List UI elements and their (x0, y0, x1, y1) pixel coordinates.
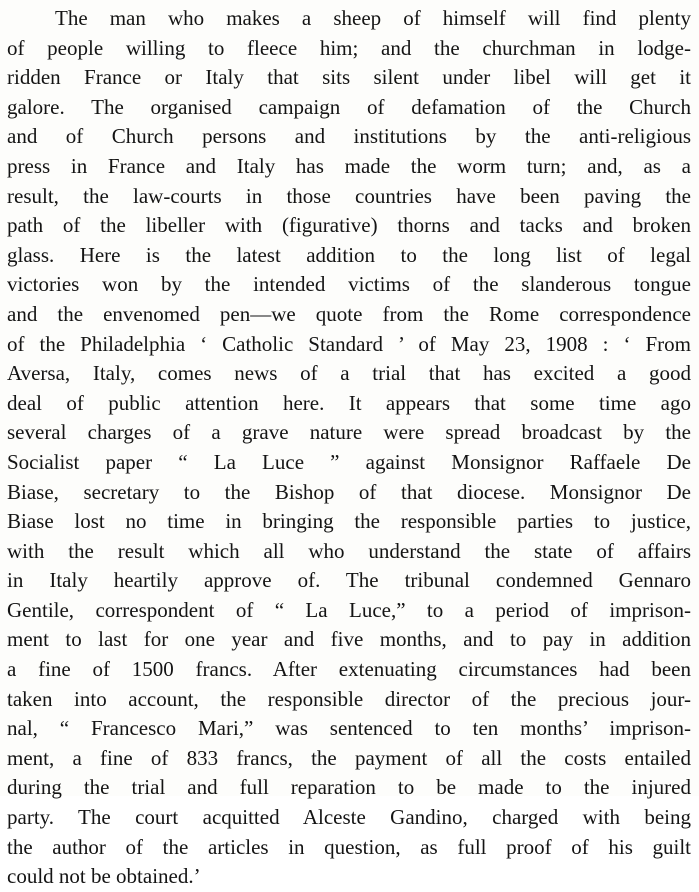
text-line: the author of the articles in question, as full proof of his guilt (7, 834, 691, 859)
text-line: nal, “ Francesco Mari,” was sentenced to ten months’ imprison- (7, 716, 691, 741)
text-line: Gentile, correspondent of “ La Luce,” to a period of imprison- (7, 597, 691, 622)
text-line: ridden France or Italy that sits silent under libel will get it (7, 65, 691, 90)
text-line: and of Church persons and institutions by the anti-religious (7, 124, 691, 149)
text-line: with the result which all who understand the state of affairs (7, 538, 691, 563)
text-line: ment to last for one year and five months, and to pay in addition (7, 627, 691, 652)
text-line: party. The court acquitted Alceste Gandino, charged with being (7, 805, 691, 830)
text-line: glass. Here is the latest addition to the long list of legal (7, 242, 691, 267)
text-line: a fine of 1500 francs. After extenuating circumstances had been (7, 657, 691, 682)
text-line: Biase, secretary to the Bishop of that diocese. Monsignor De (7, 479, 691, 504)
text-line: path of the libeller with (figurative) thorns and tacks and broken (7, 213, 691, 238)
text-line: could not be obtained.’ (7, 864, 201, 889)
text-line: Aversa, Italy, comes news of a trial that has excited a good (7, 361, 691, 386)
text-line: in Italy heartily approve of. The tribunal condemned Gennaro (7, 568, 691, 593)
text-line: deal of public attention here. It appears that some time ago (7, 390, 691, 415)
article-paragraph (7, 4, 691, 892)
text-line: ment, a fine of 833 francs, the payment of all the costs entailed (7, 745, 691, 770)
text-line: result, the law-courts in those countries have been paving the (7, 183, 691, 208)
text-line: of the Philadelphia ‘ Catholic Standard ’ of May 23, 1908 : ‘ From (7, 331, 691, 356)
text-line: press in France and Italy has made the worm turn; and, as a (7, 153, 691, 178)
text-line: galore. The organised campaign of defamation of the Church (7, 94, 691, 119)
text-line: Biase lost no time in bringing the responsible parties to justice, (7, 509, 691, 534)
text-line: during the trial and full reparation to be made to the injured (7, 775, 691, 800)
text-line: The man who makes a sheep of himself will find plenty (55, 6, 691, 30)
text-line: Socialist paper “ La Luce ” against Monsignor Raffaele De (7, 449, 691, 474)
text-line: of people willing to fleece him; and the churchman in lodge- (7, 35, 691, 60)
text-line: several charges of a grave nature were spread broadcast by the (7, 420, 691, 445)
text-line: taken into account, the responsible director of the precious jour- (7, 686, 691, 711)
text-line: victories won by the intended victims of the slanderous tongue (7, 272, 691, 297)
text-line: and the envenomed pen—we quote from the Rome correspondence (7, 301, 691, 326)
